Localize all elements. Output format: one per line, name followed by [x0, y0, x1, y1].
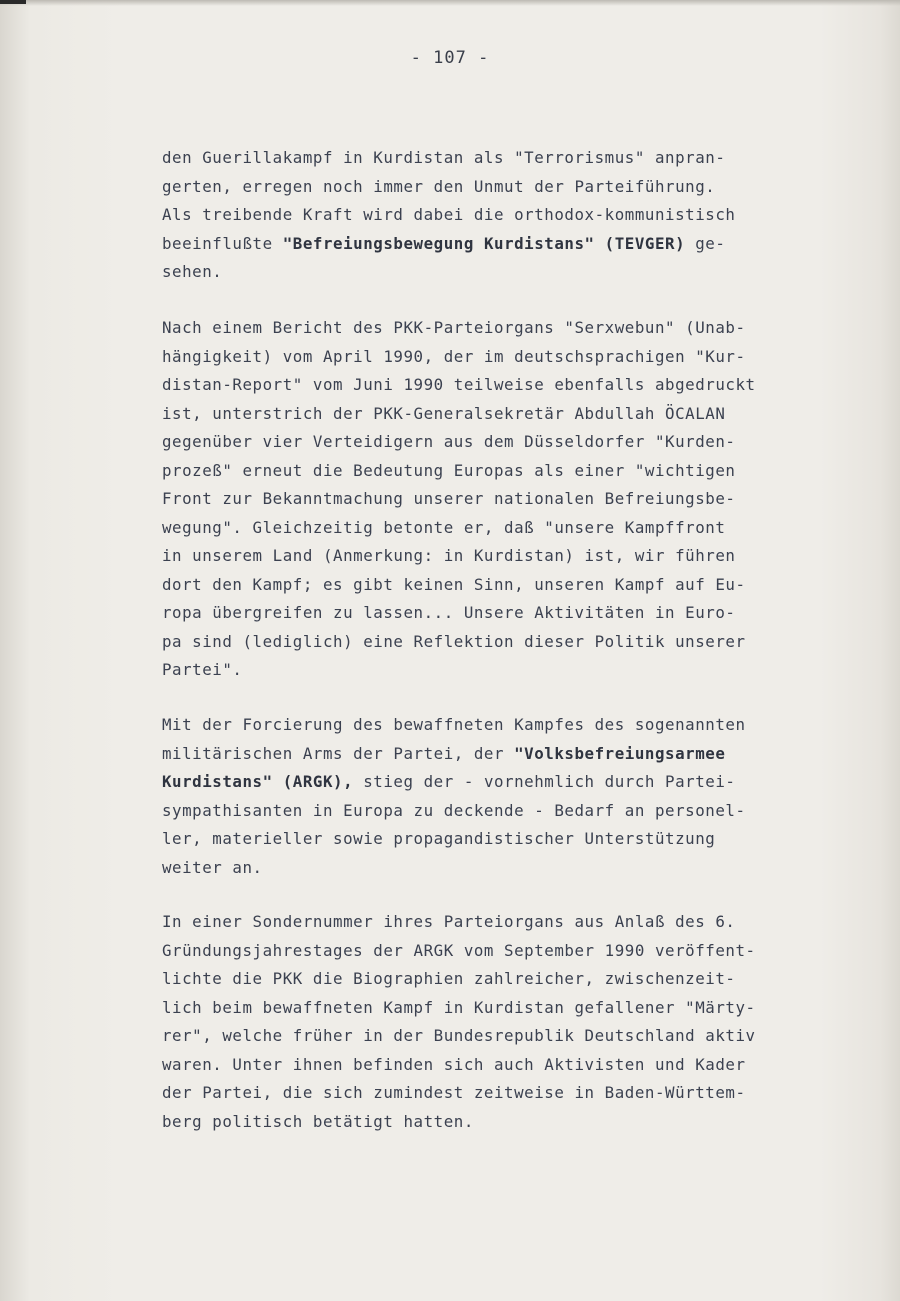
- text-line: [162, 173, 830, 202]
- text-line: [162, 314, 830, 343]
- text-line: [162, 514, 830, 543]
- text-line: [162, 854, 830, 883]
- text-run: ler, materieller sowie propagandistischer Unterstützung: [162, 829, 716, 848]
- text-run: berg politisch betätigt hatten.: [162, 1111, 474, 1131]
- text-line: [162, 343, 830, 372]
- text-line: [162, 1079, 830, 1108]
- text-run: militärischen Arms der Partei, der: [162, 743, 515, 763]
- text-line: [162, 740, 830, 769]
- paragraph-4: [162, 908, 830, 1136]
- text-run: ist, unterstrich der PKK-Generalsekretär Abdullah ÖCALAN: [162, 403, 726, 423]
- paragraph-1: [162, 144, 830, 287]
- text-line: [162, 457, 830, 486]
- text-run: prozeß" erneut die Bedeutung Europas als einer "wichtigen: [162, 460, 736, 480]
- text-run: stieg der - vornehmlich durch Partei-: [353, 772, 736, 791]
- text-line: [162, 994, 830, 1023]
- text-run: Mit der Forcierung des bewaffneten Kampfes des sogenannten: [162, 715, 746, 734]
- text-run: in unserem Land (Anmerkung: in Kurdistan) ist, wir führen: [162, 546, 736, 565]
- text-line: [162, 628, 830, 657]
- text-run: sympathisanten in Europa zu deckende - Bedarf an personel-: [162, 800, 746, 820]
- text-run: Gründungsjahrestages der ARGK vom September 1990 veröffent-: [162, 940, 756, 960]
- text-run: dort den Kampf; es gibt keinen Sinn, unseren Kampf auf Eu-: [162, 574, 746, 594]
- text-run: In einer Sondernummer ihres Parteiorgans aus Anlaß des 6.: [162, 912, 736, 931]
- scan-top-edge: [0, 0, 900, 6]
- text-run: Partei".: [162, 660, 243, 679]
- text-line: [162, 711, 830, 740]
- text-run: weiter an.: [162, 857, 263, 877]
- text-line: [162, 599, 830, 628]
- text-run: waren. Unter ihnen befinden sich auch Aktivisten und Kader: [162, 1054, 746, 1074]
- text-run: beeinflußte: [162, 233, 283, 253]
- text-line: [162, 485, 830, 514]
- text-line: [162, 908, 830, 937]
- text-line: [162, 542, 830, 571]
- text-line: [162, 1108, 830, 1137]
- text-run: der Partei, die sich zumindest zeitweise in Baden-Württem-: [162, 1083, 746, 1102]
- text-run: ge-: [685, 233, 726, 253]
- text-line: [162, 656, 830, 685]
- text-line: [162, 965, 830, 994]
- text-line: [162, 428, 830, 457]
- text-run: sehen.: [162, 262, 223, 281]
- bold-text-run: "Volksbefreiungsarmee: [514, 743, 726, 763]
- text-run: Nach einem Bericht des PKK-Parteiorgans "Serxwebun" (Unab-: [162, 318, 746, 337]
- text-line: [162, 201, 830, 230]
- scan-corner-mark: [0, 0, 26, 4]
- text-line: [162, 400, 830, 429]
- text-run: ropa übergreifen zu lassen... Unsere Aktivitäten in Euro-: [162, 603, 736, 622]
- text-line: [162, 258, 830, 287]
- text-run: lichte die PKK die Biographien zahlreicher, zwischenzeit-: [162, 969, 736, 988]
- text-line: [162, 1022, 830, 1051]
- text-run: gegenüber vier Verteidigern aus dem Düsseldorfer "Kurden-: [162, 432, 736, 451]
- text-run: hängigkeit) vom April 1990, der im deutschsprachigen "Kur-: [162, 346, 746, 366]
- text-run: wegung". Gleichzeitig betonte er, daß "unsere Kampffront: [162, 517, 726, 537]
- bold-text-run: "Befreiungsbewegung Kurdistans" (TEVGER): [282, 233, 686, 253]
- bold-text-run: Kurdistans" (ARGK),: [162, 772, 354, 791]
- text-line: [162, 144, 830, 173]
- text-line: [162, 768, 830, 797]
- text-line: [162, 937, 830, 966]
- text-run: gerten, erregen noch immer den Unmut der Parteiführung.: [162, 176, 716, 196]
- text-run: lich beim bewaffneten Kampf in Kurdistan gefallener "Märty-: [162, 997, 756, 1017]
- text-line: [162, 797, 830, 826]
- paragraph-3: [162, 711, 830, 882]
- text-line: [162, 1051, 830, 1080]
- paragraph-2: [162, 314, 830, 685]
- page-number: - 107 -: [410, 48, 490, 68]
- text-line: [162, 825, 830, 854]
- text-run: den Guerillakampf in Kurdistan als "Terrorismus" anpran-: [162, 148, 726, 167]
- text-line: [162, 230, 830, 259]
- text-run: rer", welche früher in der Bundesrepublik Deutschland aktiv: [162, 1026, 756, 1045]
- text-line: [162, 371, 830, 400]
- text-line: [162, 571, 830, 600]
- text-run: pa sind (lediglich) eine Reflektion dieser Politik unserer: [162, 631, 746, 651]
- text-run: Als treibende Kraft wird dabei die orthodox-kommunistisch: [162, 205, 736, 224]
- text-run: distan-Report" vom Juni 1990 teilweise ebenfalls abgedruckt: [162, 375, 756, 394]
- text-run: Front zur Bekanntmachung unserer nationalen Befreiungsbe-: [162, 489, 736, 508]
